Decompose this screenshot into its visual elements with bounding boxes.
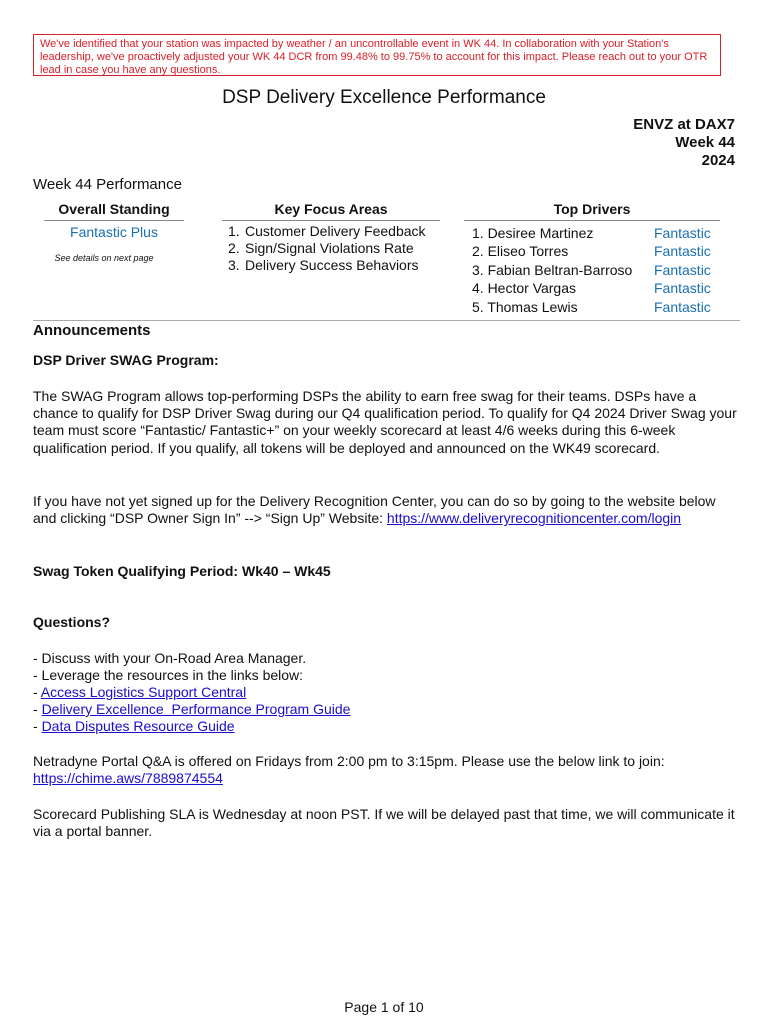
key-focus-header: Key Focus Areas [222, 200, 440, 221]
resource-link-row: - Data Disputes Resource Guide [33, 718, 235, 734]
swag-program-paragraph: The SWAG Program allows top-performing DSPs the ability to earn free swag for their teams. DSPs have a chance to qualify for DSP Driver Swag during our Q4 qualification period. To qualify for Q4 2024 Driver Swag your team must score “Fantastic/ Fantastic+” on your weekly scorecard at least 4/6 weeks during this 6-week qualification period. If you qualify, all tokens will be deployed and announced on the WK49 scorecard. [33, 388, 737, 456]
focus-item: 3. Delivery Success Behaviors [228, 257, 419, 273]
questions-line: - Leverage the resources in the links below: [33, 667, 304, 683]
overall-standing-header: Overall Standing [44, 200, 184, 221]
questions-line: - Discuss with your On-Road Area Manager. [33, 650, 307, 666]
driver-row: 2. Eliseo Torres Fantastic [472, 243, 711, 260]
station-week: Week 44 [675, 134, 735, 151]
swag-program-heading: DSP Driver SWAG Program: [33, 352, 219, 368]
driver-row: 3. Fabian Beltran-Barroso Fantastic [472, 261, 711, 278]
questions-heading: Questions? [33, 614, 111, 630]
top-drivers-header: Top Drivers [464, 200, 720, 221]
weather-impact-notice: We've identified that your station was impacted by weather / an uncontrollable event in WK 44. In collaboration with your Station's leadership, we've proactively adjusted your WK 44 DCR from 99.48% to 99.75% to account for this impact. Please reach out to your OTR lead in case you have any questions. [33, 34, 721, 76]
announcements-heading: Announcements [33, 322, 151, 339]
page-number: Page 1 of 10 [344, 999, 424, 1015]
key-focus-list [228, 223, 438, 274]
driver-row: 1. Desiree Martinez Fantastic [472, 225, 711, 241]
driver-row: 4. Hector Vargas Fantastic [472, 280, 711, 297]
overall-standing-value: Fantastic Plus [70, 224, 158, 240]
recognition-center-link[interactable]: https://www.deliveryrecognitioncenter.com/login [386, 510, 682, 527]
program-guide-link[interactable]: Delivery Excellence Performance Program Guide [41, 701, 351, 717]
signup-paragraph [33, 493, 738, 527]
signup-text: If you have not yet signed up for the Delivery Recognition Center, you can do so by going to the website below and clicking “DSP Owner Sign In” --> “Sign Up” Website: [33, 493, 716, 527]
logistics-support-link[interactable]: Access Logistics Support Central [40, 684, 247, 700]
driver-row: 5. Thomas Lewis Fantastic [472, 298, 711, 315]
data-disputes-link[interactable]: Data Disputes Resource Guide [41, 718, 235, 734]
station-year: 2024 [701, 152, 735, 169]
top-drivers-list [472, 224, 732, 316]
station-info [633, 116, 735, 170]
netradyne-text: Netradyne Portal Q&A is offered on Fridays from 2:00 pm to 3:15pm. Please use the below link to join: [33, 753, 665, 769]
resource-link-row: - Access Logistics Support Central [33, 684, 247, 700]
resource-link-row: - Delivery Excellence Performance Program Guide [33, 701, 351, 717]
standing-note: See details on next page [54, 253, 154, 263]
qualifying-period: Swag Token Qualifying Period: Wk40 – Wk45 [33, 563, 331, 579]
performance-heading: Week 44 Performance [33, 176, 182, 193]
chime-link[interactable]: https://chime.aws/7889874554 [33, 770, 223, 787]
page-title: DSP Delivery Excellence Performance [222, 87, 546, 108]
focus-item: 1. Customer Delivery Feedback [228, 223, 426, 239]
station-name: ENVZ at DAX7 [633, 116, 735, 133]
focus-item: 2. Sign/Signal Violations Rate [228, 240, 414, 256]
netradyne-paragraph [33, 753, 738, 787]
section-divider [33, 320, 740, 321]
sla-paragraph: Scorecard Publishing SLA is Wednesday at noon PST. If we will be delayed past that time, we will communicate it via a portal banner. [33, 806, 735, 840]
